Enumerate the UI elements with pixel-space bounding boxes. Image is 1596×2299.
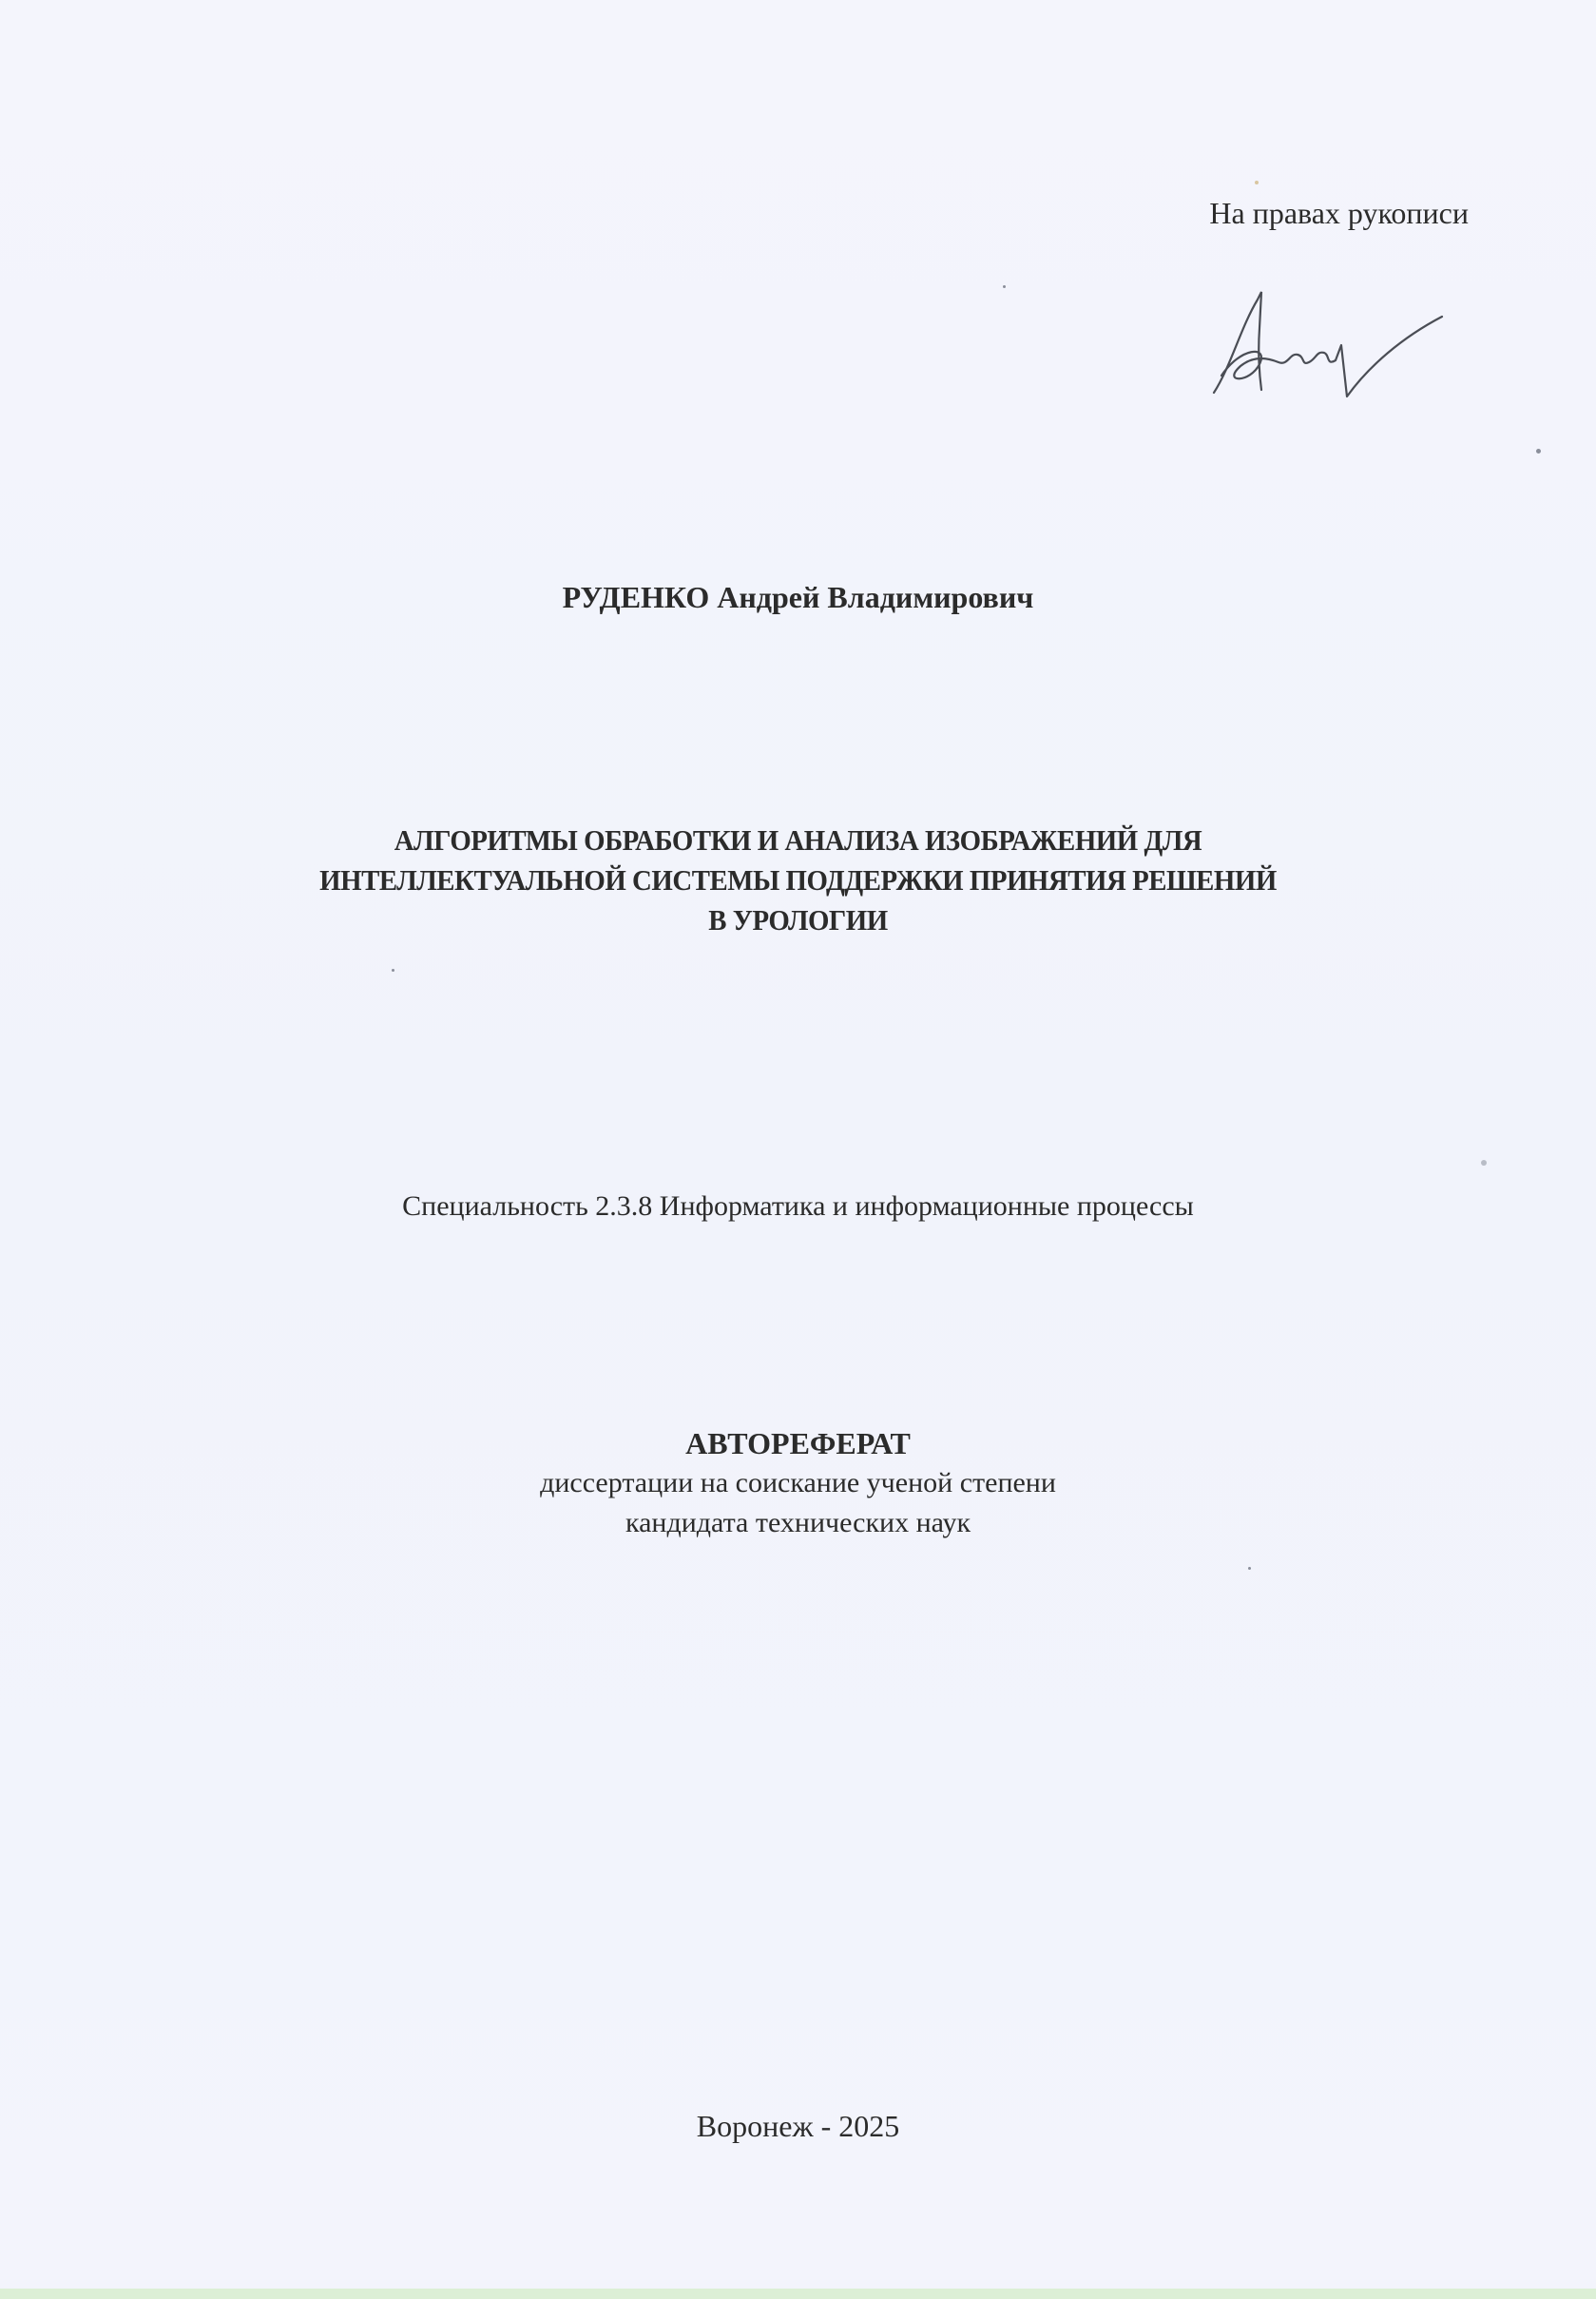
document-type: АВТОРЕФЕРАТ [685, 1426, 911, 1460]
dust-speck [1536, 449, 1541, 454]
document-type-line-2: кандидата технических наук [625, 1507, 971, 1538]
rights-note: На правах рукописи [1209, 196, 1469, 230]
signature-icon [1202, 271, 1469, 404]
title-line-1: АЛГОРИТМЫ ОБРАБОТКИ И АНАЛИЗА ИЗОБРАЖЕНИЙ ДЛЯ [394, 823, 1202, 857]
document-type-line-1: диссертации на соискание ученой степени [540, 1467, 1056, 1498]
dust-speck [392, 969, 394, 972]
city-year: Воронеж - 2025 [696, 2109, 900, 2143]
dust-speck [1003, 285, 1006, 288]
title-line-2: ИНТЕЛЛЕКТУАЛЬНОЙ СИСТЕМЫ ПОДДЕРЖКИ ПРИНЯТИЯ РЕШЕНИЙ [319, 863, 1277, 897]
scan-edge-strip [0, 2289, 1596, 2299]
specialty: Специальность 2.3.8 Информатика и информационные процессы [402, 1190, 1194, 1222]
dust-speck [1248, 1567, 1251, 1570]
dust-speck [1481, 1160, 1487, 1166]
dust-speck [1255, 181, 1259, 184]
author-name: РУДЕНКО Андрей Владимирович [562, 580, 1034, 614]
title-line-3: В УРОЛОГИИ [708, 903, 888, 937]
